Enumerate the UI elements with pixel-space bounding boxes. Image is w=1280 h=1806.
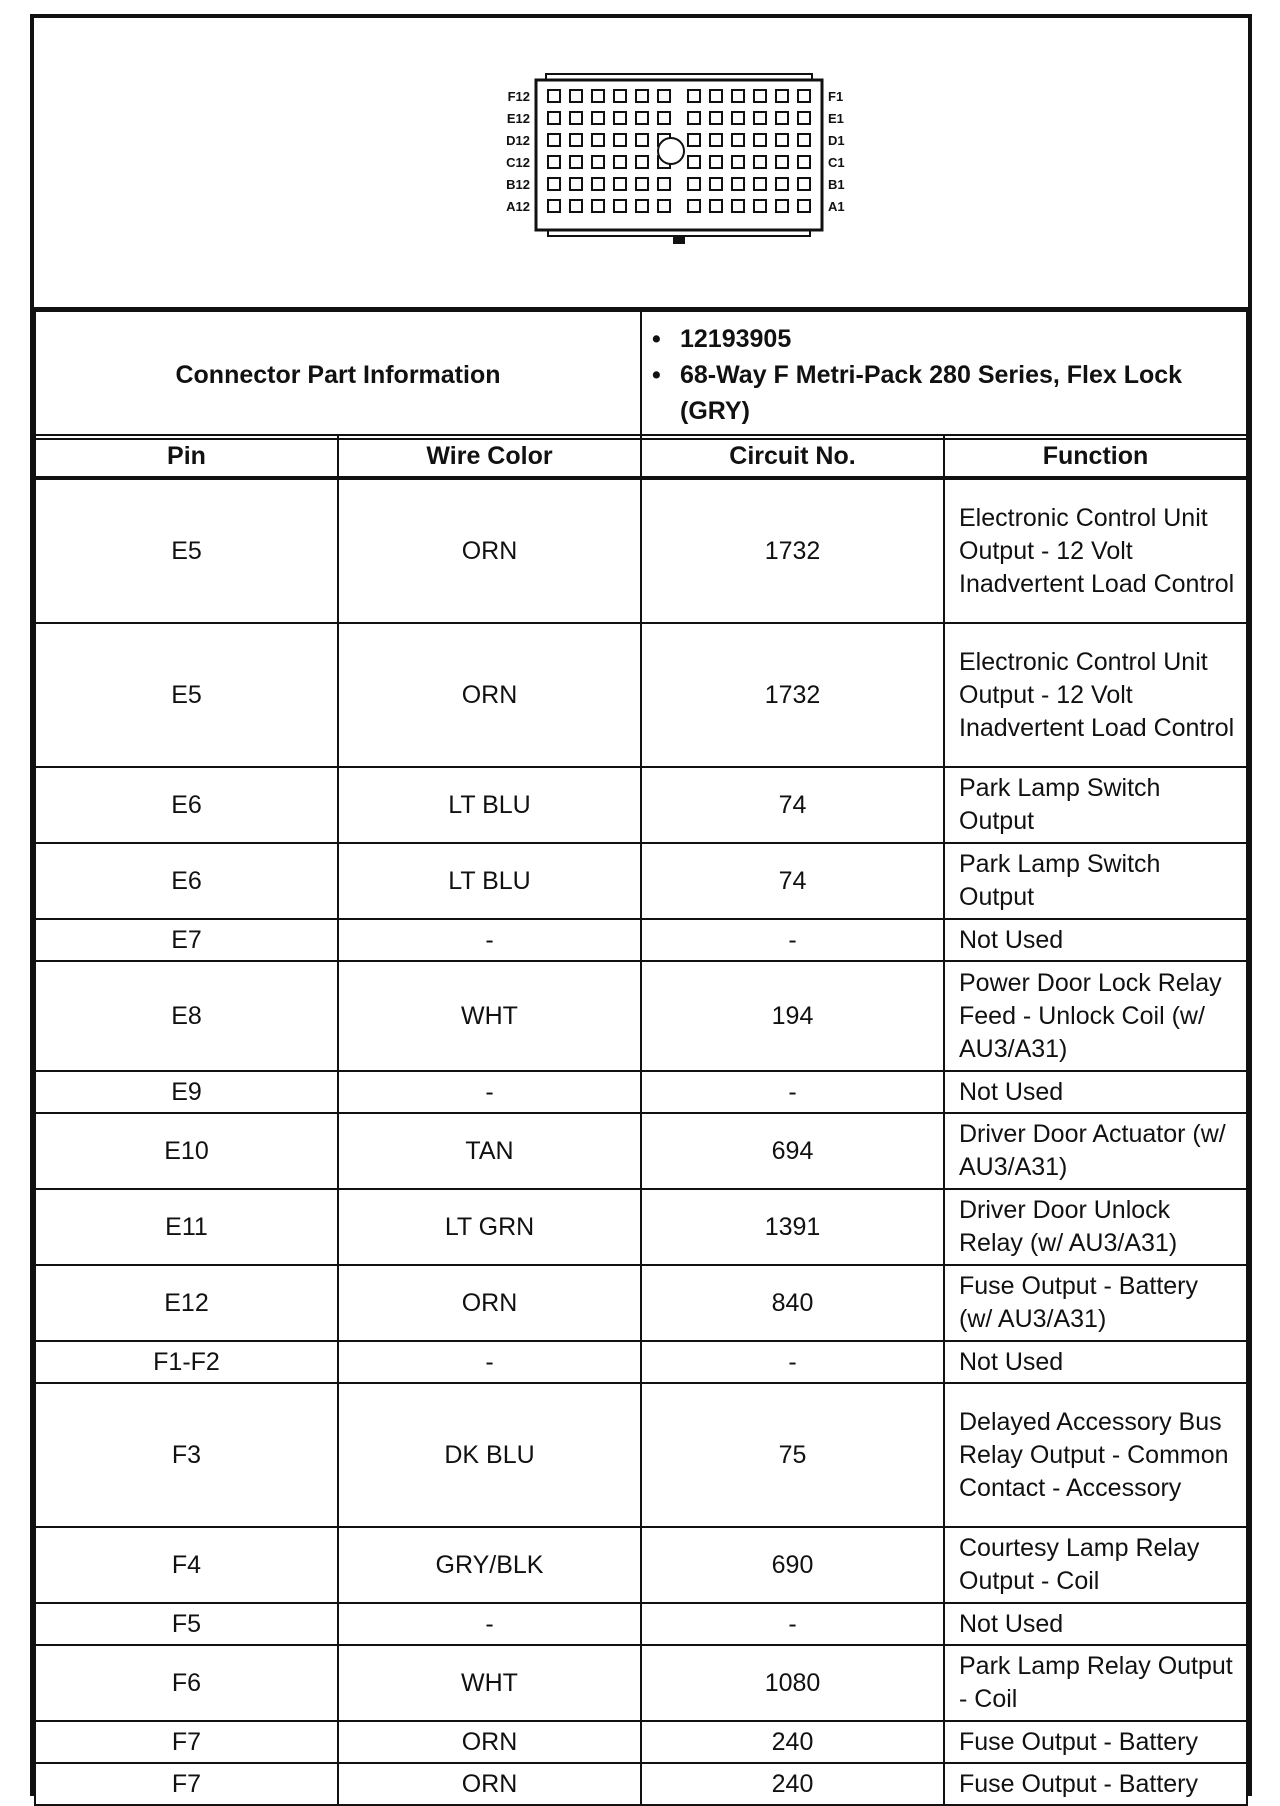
pin-cell: E5 (35, 623, 338, 767)
function-cell: Park Lamp Switch Output (944, 767, 1247, 843)
table-row (35, 1341, 1247, 1383)
connector-key-tab (673, 236, 685, 244)
row-label-right: F1 (828, 89, 844, 104)
pinout-table (34, 434, 1248, 1806)
function-cell: Fuse Output - Battery (944, 1763, 1247, 1805)
circuit-cell: 240 (641, 1763, 944, 1805)
function-cell: Driver Door Unlock Relay (w/ AU3/A31) (944, 1189, 1247, 1265)
circuit-cell: - (641, 1603, 944, 1645)
pin-cell: E5 (35, 478, 338, 623)
pin-cell: E12 (35, 1265, 338, 1341)
row-label-right: C1 (828, 155, 845, 170)
connector-diagram-area (34, 18, 1248, 310)
connector-face-diagram (34, 18, 1248, 310)
circuit-cell: 75 (641, 1383, 944, 1527)
wire-color-cell: DK BLU (338, 1383, 641, 1527)
table-row (35, 843, 1247, 919)
header-pin: Pin (35, 435, 338, 478)
wire-color-cell: WHT (338, 1645, 641, 1721)
circuit-cell: 1391 (641, 1189, 944, 1265)
circuit-cell: 1732 (641, 623, 944, 767)
pin-cell: E10 (35, 1113, 338, 1189)
circuit-cell: 240 (641, 1721, 944, 1763)
row-label-right: A1 (828, 199, 845, 214)
part-number: 12193905 (680, 325, 792, 353)
pin-cell: E6 (35, 767, 338, 843)
pin-cell: E9 (35, 1071, 338, 1113)
table-row (35, 1113, 1247, 1189)
connector-part-info (34, 310, 1248, 440)
part-info-item (652, 321, 1236, 357)
wire-color-cell: ORN (338, 623, 641, 767)
wire-color-cell: LT BLU (338, 767, 641, 843)
wire-color-cell: WHT (338, 961, 641, 1071)
table-row (35, 1189, 1247, 1265)
connector-locating-hole (658, 138, 684, 164)
header-function: Function (944, 435, 1247, 478)
part-info-item (652, 357, 1236, 429)
circuit-cell: 74 (641, 843, 944, 919)
row-label-right: B1 (828, 177, 845, 192)
function-cell: Delayed Accessory Bus Relay Output - Common Contact - Accessory (944, 1383, 1247, 1527)
table-row (35, 1603, 1247, 1645)
header-wire-color: Wire Color (338, 435, 641, 478)
circuit-cell: 1080 (641, 1645, 944, 1721)
function-cell: Fuse Output - Battery (w/ AU3/A31) (944, 1265, 1247, 1341)
wire-color-cell: ORN (338, 1763, 641, 1805)
pin-cell: F4 (35, 1527, 338, 1603)
row-label-right: D1 (828, 133, 845, 148)
function-cell: Courtesy Lamp Relay Output - Coil (944, 1527, 1247, 1603)
row-label-left: F12 (507, 89, 530, 104)
function-cell: Park Lamp Switch Output (944, 843, 1247, 919)
table-header-row (35, 435, 1247, 478)
wire-color-cell: TAN (338, 1113, 641, 1189)
row-label-left: E12 (506, 111, 530, 126)
circuit-cell: 194 (641, 961, 944, 1071)
bullet-mark: • (652, 361, 661, 389)
pin-cell: F1-F2 (35, 1341, 338, 1383)
row-label-left: C12 (506, 155, 530, 170)
wire-color-cell: LT GRN (338, 1189, 641, 1265)
pin-cell: F5 (35, 1603, 338, 1645)
table-row (35, 1527, 1247, 1603)
circuit-cell: - (641, 1071, 944, 1113)
table-row (35, 919, 1247, 961)
table-row (35, 1383, 1247, 1527)
header-circuit-no: Circuit No. (641, 435, 944, 478)
pin-cell: F7 (35, 1763, 338, 1805)
wire-color-cell: - (338, 1603, 641, 1645)
function-cell: Fuse Output - Battery (944, 1721, 1247, 1763)
table-row (35, 1721, 1247, 1763)
wire-color-cell: - (338, 1341, 641, 1383)
pin-cell: E7 (35, 919, 338, 961)
pin-cell: F3 (35, 1383, 338, 1527)
table-row (35, 623, 1247, 767)
circuit-cell: 694 (641, 1113, 944, 1189)
bullet-mark: • (652, 325, 661, 353)
wire-color-cell: - (338, 1071, 641, 1113)
table-row (35, 1763, 1247, 1805)
row-label-right: E1 (828, 111, 844, 126)
function-cell: Not Used (944, 1071, 1247, 1113)
row-label-left: B12 (506, 177, 530, 192)
function-cell: Not Used (944, 1341, 1247, 1383)
circuit-cell: 74 (641, 767, 944, 843)
pin-cell: F7 (35, 1721, 338, 1763)
function-cell: Not Used (944, 1603, 1247, 1645)
circuit-cell: - (641, 919, 944, 961)
part-info-list (641, 311, 1247, 439)
table-row (35, 1645, 1247, 1721)
wire-color-cell: GRY/BLK (338, 1527, 641, 1603)
function-cell: Driver Door Actuator (w/ AU3/A31) (944, 1113, 1247, 1189)
table-row (35, 1071, 1247, 1113)
circuit-cell: 1732 (641, 478, 944, 623)
pin-cell: E8 (35, 961, 338, 1071)
function-cell: Electronic Control Unit Output - 12 Volt Inadvertent Load Control (944, 478, 1247, 623)
table-row (35, 961, 1247, 1071)
function-cell: Power Door Lock Relay Feed - Unlock Coil (w/ AU3/A31) (944, 961, 1247, 1071)
table-row (35, 1265, 1247, 1341)
function-cell: Not Used (944, 919, 1247, 961)
pin-cell: E11 (35, 1189, 338, 1265)
table-row (35, 767, 1247, 843)
part-info-label: Connector Part Information (35, 311, 641, 439)
row-label-left: A12 (506, 199, 530, 214)
pin-cell: E6 (35, 843, 338, 919)
row-label-left: D12 (506, 133, 530, 148)
function-cell: Park Lamp Relay Output - Coil (944, 1645, 1247, 1721)
connector-description: 68-Way F Metri-Pack 280 Series, Flex Lock (GRY) (680, 361, 1183, 425)
wire-color-cell: ORN (338, 1721, 641, 1763)
pin-cell: F6 (35, 1645, 338, 1721)
wire-color-cell: ORN (338, 478, 641, 623)
circuit-cell: 690 (641, 1527, 944, 1603)
document-sheet (30, 14, 1252, 1796)
wire-color-cell: ORN (338, 1265, 641, 1341)
circuit-cell: - (641, 1341, 944, 1383)
circuit-cell: 840 (641, 1265, 944, 1341)
wire-color-cell: LT BLU (338, 843, 641, 919)
function-cell: Electronic Control Unit Output - 12 Volt Inadvertent Load Control (944, 623, 1247, 767)
wire-color-cell: - (338, 919, 641, 961)
table-row (35, 478, 1247, 623)
